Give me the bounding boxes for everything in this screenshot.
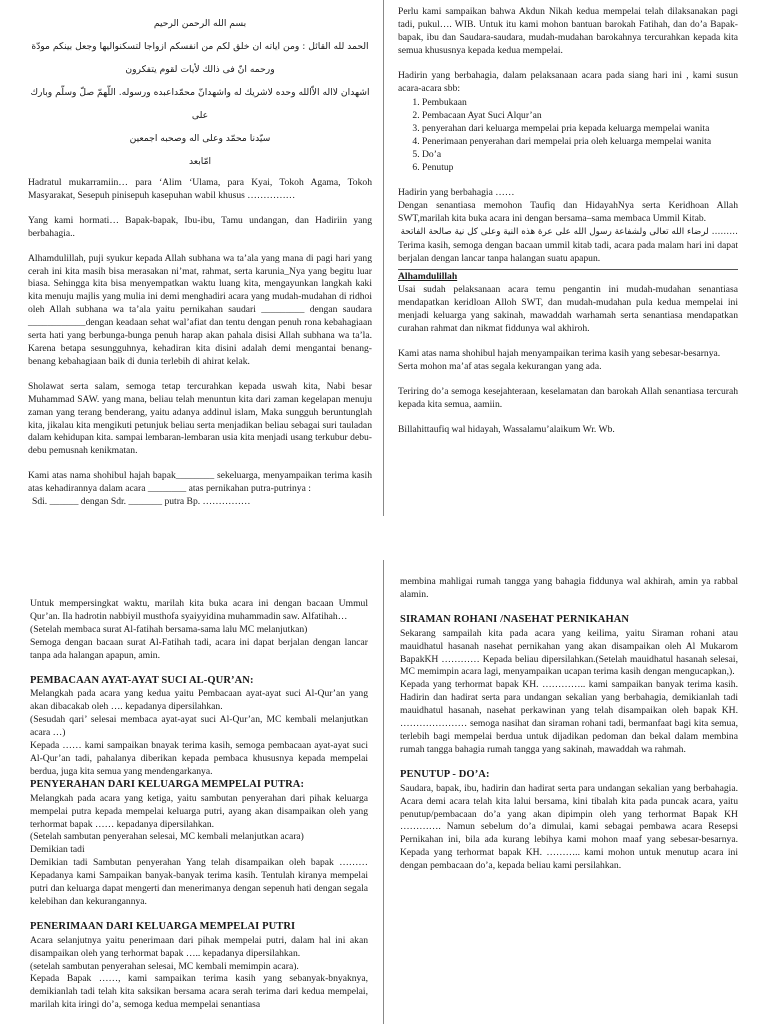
program-item: 3. penyerahan dari keluarga mempelai pria kepada keluarga mempelai wanita (422, 123, 738, 136)
alhamdulillah-heading: Alhamdulillah (398, 271, 458, 283)
paragraph-alhamdulillah: Alhamdulillah, puji syukur kepada Allah subhana wa ta’ala yang mana di pagi hari yang cerah ini kita masih bisa merasakan ni’mat, rahmat, serta karunia_Nya yang begitu luar biasa. Sehingga kita bisa menyempatkan waktu luang kita, mengayunkan langkah kaki kita menuju majlis yang mulia ini demi menghadiri acara yang mudah-mudahan di ridhoi oleh Allah subhana wa ta’ala yaitu pernikahan saudari _________ dengan saudara ____________dengan keadaan sehat wal’afiat dan tentu dengan penuh rona kebahagiaan serta hati yang berbunga-bunga penuh harap akan pahala disisi Allah subhana wa ta’la. Karena betapa sesungguhnya, kehadiran kita disini adalah demi mengantai benang-benang kebahagiaan baik di dunia terlebih di ahirat kelak. (28, 252, 372, 367)
page-gap (0, 516, 768, 560)
arabic-fatihah-line: ……… لرضاء الله تعالى ولشفاعة رسول الله على عرة هذه النية وعلى كل نية صالحة الفاتحة (400, 226, 738, 237)
paragraph-terima-kasih-ummil: Terima kasih, semoga dengan bacaan ummil kitab tadi, acara pada malam hari ini dapat berjalan dengan lancar tanpa halangan suatu apapun. (398, 239, 738, 264)
note-after-fatihah: (Setelah membaca surat Al-fatihah bersama-sama lalu MC melanjutkan) (30, 623, 308, 635)
paragraph-siraman-thanks: Kepada yang terhormat bapak KH. ………….. kami sampaikan banyak terima kasih. Hadirin dan hadirat serta para undangan sekalian yang berbahagia, demikianlah tadi mauidhatul hasanah, nasehat perkawinan yang telah disampaikan oleh bapak KH. ………………… semoga nasihat dan siraman rohani tadi, bermanfaat bagi kita semua, terlebih bagi mempelai berdua untuk dijadikan pedoman dan bekal dalam membina rumah tangga bahagia rumah tangga yang sakinah, mawaddah wa rahmah. (400, 679, 738, 755)
arabic-ammaba-d: امّابعد (188, 156, 212, 167)
column-divider (383, 560, 384, 1024)
program-item: 5. Do’a (422, 149, 738, 162)
paragraph-penerimaan-body: Acara selanjutnya yaitu penerimaan dari pihak mempelai putri, dalam hal ini akan disampaikan oleh yang terhormat bapak ….. kepadanya dipersilahkan. (30, 934, 368, 959)
note-penyerahan: (Setelah sambutan penyerahan selesai, MC kembali melanjutkan acara) (30, 831, 304, 843)
paragraph-semoga-fatihah: Semoga dengan bacaan surat Al-Fatihah tadi, acara ini dapat berjalan dengan lancar tanpa ada halangan apapun, amin. (30, 636, 368, 661)
paragraph-mahligai: membina mahligai rumah tangga yang bahagia fiddunya wal akhirah, amin ya rabbal alamin. (400, 576, 738, 600)
heading-penerimaan: PENERIMAAN DARI KELUARGA MEMPELAI PUTRI (30, 920, 296, 932)
paragraph-kami-atas-nama: Kami atas nama shohibul hajah menyampaikan terima kasih yang sebesar-besarnya. (398, 347, 721, 359)
note-penerimaan: (setelah sambutan penyerahan selesai, MC kembali memimpin acara). (30, 960, 299, 972)
paragraph-hadirin: Hadirin yang berbahagia …… (398, 186, 515, 198)
heading-penutup-doa: PENUTUP - DO’A: (400, 768, 490, 780)
column-divider (383, 0, 384, 516)
paragraph-yang-kami-hormati: Yang kami hormati… Bapak-bapak, Ibu-ibu, Tamu undangan, dan Hadiriin yang berbahagia.. (28, 214, 372, 239)
paragraph-mohon-maaf: Serta mohon ma’af atas segala kekurangan yang ada. (398, 360, 602, 372)
arabic-line-5: سيّدنا محمّد وعلى اله وصحبه اجمعين (129, 133, 271, 144)
paragraph-sholawat: Sholawat serta salam, semoga tetap tercurahkan kepada uswah kita, Nabi besar Muhammad SAW. yang mana, beliau telah menuntun kita dari zaman kegelapan menuju zaman yang terang benderang, yaitu adanya addinul islam, Maka sungguh beruntunglah kita, jikalau kita mengikuti petunjuk beliau serta menjadikan beliau sebagai suri tauladan dalam kehidupan kita. sampai lembaran-lembaran usia kita menjadi usang terkubur debu-debu pemusnah kenikmatan. (28, 380, 372, 457)
paragraph-pembacaan-thanks: Kepada …… kami sampaikan bnayak terima kasih, semoga pembacaan ayat-ayat suci Al-Qur’an tadi, pahalanya diberikan kepada pembaca khususnya kepada mempelai berdua, juga kita semua yang mendengarkanya. (30, 740, 368, 777)
heading-siraman-rohani: SIRAMAN ROHANI /NASEHAT PERNIKAHAN (400, 613, 630, 625)
paragraph-taufiq: Dengan senantiasa memohon Taufiq dan HidayahNya serta Keridhoan Allah SWT,marilah kita buka acara ini dengan bersama–sama membaca Ummil Kitab. (398, 199, 738, 224)
arabic-line-3: ورحمه انّ فى ذالك لأيات لقوم يتفكرون (125, 64, 275, 75)
page2-right-column (400, 576, 738, 885)
divider-line (398, 269, 738, 270)
paragraph-hadratul: Hadratul mukarramiin… para ‘Alim ‘Ulama, para Kyai, Tokoh Agama, Tokoh Masyarakat, Sesepuh pinisepuh kasepuhan wabil khusus …………… (28, 177, 372, 201)
heading-pembacaan-quran: PEMBACAAN AYAT-AYAT SUCI AL-QUR’AN: (30, 674, 254, 686)
paragraph-pembacaan-body: Melangkah pada acara yang kedua yaitu Pembacaan ayat-ayat suci Al-Qur’an yang akan dibacakab oleh …. kepadanya dipersilahkan. (30, 688, 368, 713)
arabic-line-4: اشهدان لااله الاّالله وحده لاشريك له واشهدانّ محمّداعبده ورسوله. اللّهمّ صلّ وسلّم وبارك على (30, 87, 370, 121)
paragraph-billahittaufiq: Billahittaufiq wal hidayah, Wassalamu’alaikum Wr. Wb. (398, 423, 615, 435)
arabic-line-2: الحمد لله القائل : ومن اياته ان خلق لكم من انفسكم ازواجا لتسكنواليها وجعل بينكم مودّة (31, 41, 369, 52)
paragraph-usai-sudah: Usai sudah pelaksanaan acara temu pengantin ini mudah-mudahan senantiasa mendapatkan keridloan Alloh SWT, dan mudah-mudahan pula kedua mempelai ini menjadi keluarga yang sakinah, mawaddah warhamah serta senantiasa mendapatkan curahan rahmat dan nikmat fiddunya wal akhiroh. (398, 284, 738, 335)
paragraph-program-intro: Hadirin yang berbahagia, dalam pelaksanaan acara pada siang hari ini , kami susun acara-acara sbb: (398, 69, 738, 94)
program-item: 6. Penutup (422, 162, 738, 175)
page1-left-column (28, 12, 372, 509)
page2-left-column (30, 598, 368, 1012)
paragraph-penerimaan-thanks: Kepada Bapak ……, kami sampaikan terima kasih yang sebanyak-bnyaknya, demikianlah tadi telah kita saksikan bersama acara serah terima dari kedua mempelai, marilah kita iringi do’a, semoga kedua mempelai senantiasa (30, 973, 368, 1011)
program-item: 4. Penerimaan penyerahan dari mempelai pria oleh keluarga mempelai wanita (422, 136, 738, 149)
paragraph-penyerahan-body: Melangkah pada acara yang ketiga, yaitu sambutan penyerahan dari pihak keluarga mempelai putra kepada mempelai keluarga putri, ayang akan disampaikan oleh yang terhormat bapak …… kepadanya dipersilahkan. (30, 792, 368, 830)
program-list (398, 97, 738, 174)
heading-penyerahan: PENYERAHAN DARI KELUARGA MEMPELAI PUTRA: (30, 778, 305, 790)
paragraph-siraman-body: Sekarang sampailah kita pada acara yang keilima, yaitu Siraman rohani atau mauidhatul hasanah nasehat pernikahan yang akan disampaikan oleh Al Mukarom BapakKH ………… Kepada beliau dipersilahkan.(Setelah mauidhatul hasanah selesai, MC memimpin acara lagi, menyampaikan ucapan terima kasih dengan mengucapkan,). (400, 627, 738, 678)
paragraph-ummul-quran: Untuk mempersingkat waktu, marilah kita buka acara ini dengan bacaan Ummul Qur’an. Ila hadrotin nabbiyil musthofa syaiyyidina muhammadin saw. Alfatihah… (30, 598, 368, 622)
arabic-basmalah: بسم الله الرحمن الرحيم (153, 18, 247, 29)
program-item: 2. Pembacaan Ayat Suci Alqur’an (422, 110, 738, 123)
document-page-2 (0, 560, 768, 1024)
paragraph-penyerahan-after: Demikian tadi Sambutan penyerahan Yang telah disampaikan oleh bapak ……… Kepadanya kami Sampaikan banyak-banyak terima kasih. Tentulah kiranya mempelai putri dan keluarga dapat mengerti dan menerimanya dengan sepenuh hati dengan segala kelebihan dan kekurangannya. (30, 857, 368, 907)
paragraph-penutup-body: Saudara, bapak, ibu, hadirin dan hadirat serta para undangan sekalian yang berbahagia. Acara demi acara telah kita lalui bersama, kini tibalah kita pada puncak acara, yaitu penutup/pembacaan do’a yang akan dipimpin oleh yang terhormat Bapak KH …………. Namun sebelum do’a dimulai, kami sebagai pembawa acara Resepsi Pernikahan ini, bila ada kurang lebihya kami mohon maaf yang sebesar-besarnya. Kepada yang terhormat bapak KH. ……….. kami mohon untuk menutup acara ini dengan pembacaan do’a, kepada beliau kami persilahkan. (400, 782, 738, 872)
paragraph-teriring-doa: Teriring do’a semoga kesejahteraan, keselamatan dan barokah Allah senantiasa tercurah kepada kita semua, aamiin. (398, 385, 738, 410)
paragraph-terima-kasih: Kami atas nama shohibul hajah bapak________ sekeluarga, menyampaikan terima kasih atas kehadirannya dalam acara ________ atas pernikahan putra-putrinya : (28, 470, 372, 495)
program-item: 1. Pembukaan (422, 97, 738, 110)
paragraph-names: Sdi. ______ dengan Sdr. _______ putra Bp. …………… (32, 496, 251, 508)
line-demikian-tadi: Demikian tadi (30, 844, 85, 856)
note-qari: (Sesudah qari’ selesai membaca ayat-ayat suci Al-Qur’an, MC kembali melanjutkan acara …) (30, 714, 368, 739)
paragraph-akdun-nikah: Perlu kami sampaikan bahwa Akdun Nikah kedua mempelai telah dilaksanakan pagi tadi, pukul…. WIB. Untuk itu kami mohon bantuan barokah Fatihah, dan do’a Bapak-bapak, ibu dan Saudara-saudara, mudah-mudahan barokahnya tercurahkan kepada kita semua khususnya kepada kedua mempelai. (398, 6, 738, 56)
page1-right-column (398, 6, 738, 448)
